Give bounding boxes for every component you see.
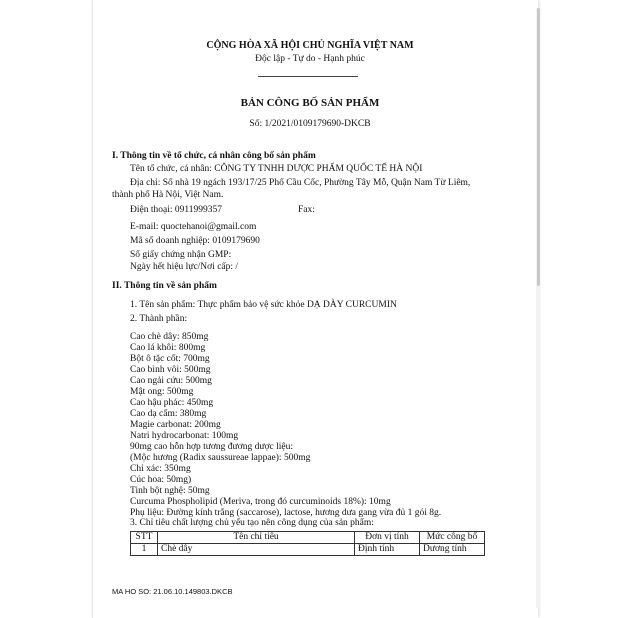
table-row [131,544,485,556]
document-title: BẢN CÔNG BỐ SẢN PHẨM [240,97,380,109]
phone: Điện thoại: 0911999357 [130,205,222,215]
column-header: Đơn vị tính [355,532,420,544]
org-name: Tên tổ chức, cá nhân: CÔNG TY TNHH DƯỢC PHẨM QUỐC TẾ HÀ NỘI [130,164,423,174]
ingredient-item: Cao lá khôi: 800mg [130,343,206,353]
ingredient-item: (Mộc hương (Radix saussureae lappae): 500mg [130,453,311,463]
ingredient-item: Cao chè dây: 850mg [130,332,209,342]
table-header-row [131,532,485,544]
ingredient-item: Cao ngải cứu: 500mg [130,376,212,386]
scrollbar-thumb[interactable] [537,8,540,286]
validity-date: Ngày hết hiệu lực/Nơi cấp: / [130,262,239,272]
column-header: STT [131,532,158,544]
ingredient-item: Chỉ xác: 350mg [130,464,191,474]
ingredient-item: Cúc hoa: 50mg) [130,475,192,485]
address-line2: thành phố Hà Nội, Việt Nam. [112,190,224,200]
table-cell: 1 [131,544,158,556]
section1-heading: I. Thông tin về tổ chức, cá nhân công bố sản phẩm [112,151,316,161]
fax: Fax: [298,205,315,215]
table-cell: Định tính [355,544,420,556]
email: E-mail: quoctehanoi@gmail.com [130,222,257,232]
quality-heading: 3. Chỉ tiêu chất lượng chủ yếu tạo nên công dụng của sản phẩm: [130,518,374,528]
section2-heading: II. Thông tin về sản phẩm [112,281,217,291]
motto: Độc lập - Tự do - Hạnh phúc [255,54,365,64]
ingredient-item: Cao hậu phác: 450mg [130,398,214,408]
ingredient-item: Cao dạ cẩm: 380mg [130,409,207,419]
table-cell: Chè dây [158,544,355,556]
ingredient-item: Cao bình vôi: 500mg [130,365,211,375]
quality-table [130,531,485,556]
header-underline [258,76,358,77]
address-line1: Địa chỉ: Số nhà 19 ngách 193/17/25 Phố Cầu Cốc, Phường Tây Mỗ, Quận Nam Từ Liêm, [130,178,471,188]
ingredient-item: Tinh bột nghệ: 50mg [130,486,210,496]
ingredient-item: Mật ong: 500mg [130,387,194,397]
composition-heading: 2. Thành phần: [130,314,188,324]
country-heading: CỘNG HÒA XÃ HỘI CHỦ NGHĨA VIỆT NAM [206,40,414,51]
excipients: Phụ liệu: Đường kính trắng (saccarose), lactose, hương dưa gang vừa đủ 1 gói 8g. [130,508,442,518]
ingredient-item: Magie carbonat: 200mg [130,420,221,430]
ingredient-item: Bột ô tặc cốt: 700mg [130,354,210,364]
ingredient-item: Natri hydrocarbonat: 100mg [130,431,239,441]
table-cell: Dương tính [420,544,485,556]
column-header: Tên chỉ tiêu [158,532,355,544]
ingredient-item: Curcuma Phospholipid (Meriva, trong đó curcuminoids 18%): 10mg [130,497,391,507]
dossier-code: MA HO SO: 21.06.10.149803.DKCB [112,587,233,596]
product-name: 1. Tên sản phẩm: Thực phẩm bảo vệ sức khỏe DẠ DÀY CURCUMIN [130,300,397,310]
gmp-certificate: Số giấy chứng nhận GMP: [130,250,232,260]
document-number: Số: 1/2021/0109179690-DKCB [249,119,371,129]
column-header: Mức công bố [420,532,485,544]
tax-code: Mã số doanh nghiệp: 0109179690 [130,236,260,246]
ingredient-item: 90mg cao hỗn hợp tương đương dược liệu: [130,442,293,452]
